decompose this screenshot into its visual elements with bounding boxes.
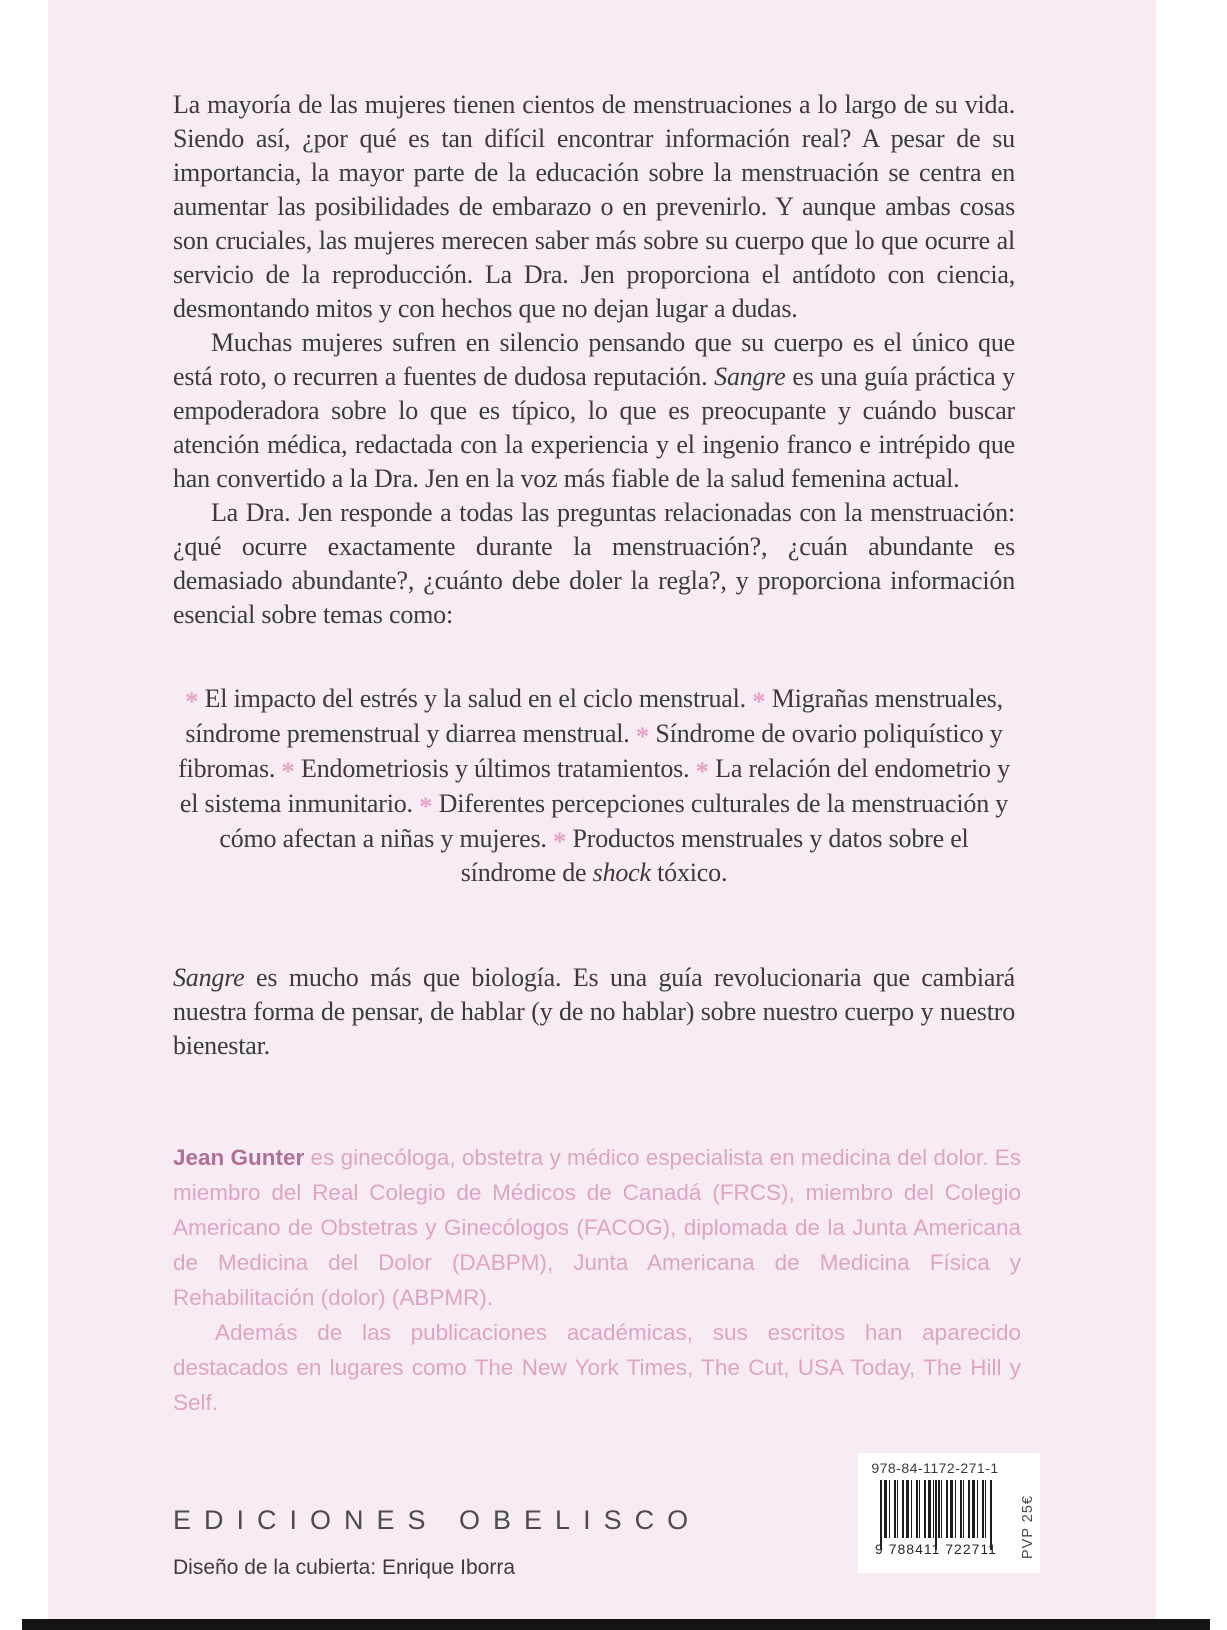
star-text: * [553,826,573,857]
bio-paragraph-2: Además de las publicaciones académicas, sus escritos han aparecido destacados en lugares como The New York Times, The Cut, USA Today, The Hill y Self. [173,1320,1021,1415]
text-segment: Muchas mujeres sufren en silencio pensando que su cuerpo es el único que está roto, o recurren a fuentes de dudosa reputación. [173,328,1015,391]
text-segment: es una guía práctica y empoderadora sobre lo que es típico, lo que es preocupante y cuándo buscar atención médica, redactada con la experiencia y el ingenio franco e intrépido que han convertido a la Dra. Jen en la voz más fiable de la salud femenina actual. [173,362,1015,493]
synopsis [173,88,1015,632]
closing-paragraph [173,961,1015,1063]
photo-edge-strip [22,1619,1210,1630]
text-segment: Productos menstruales y datos sobre el síndrome de [460,824,969,887]
star-text: * [185,686,205,717]
topics-list [173,681,1015,890]
star-text: * [419,791,439,822]
synopsis-paragraph-2 [173,326,1015,496]
text-segment: El impacto del estrés y la salud en el ciclo menstrual. [204,684,753,713]
barcode-bars [880,1480,992,1538]
italic-text: shock [592,858,651,887]
text-segment: es mucho más que biología. Es una guía revolucionaria que cambiará nuestra forma de pensar, de hablar (y de no hablar) sobre nuestro cuerpo y nuestro bienestar. [173,963,1015,1060]
star-text: * [281,756,302,787]
text-segment: Migrañas menstruales, síndrome premenstrual y diarrea menstrual. [185,684,1003,748]
text-segment: La relación del endometrio y el sistema inmunitario. [179,754,1010,818]
barcode-isbn-text: 978-84-1172-271-1 [871,1460,999,1476]
bio-name-text: Jean Gunter [173,1145,305,1170]
barcode-guard-bar [990,1480,992,1550]
barcode-guard-bar [935,1480,937,1550]
italic-text: Sangre [714,362,786,391]
text-segment: Diferentes percepciones culturales de la menstruación y cómo afectan a niñas y mujeres. [219,789,1009,853]
bio-paragraph-1 [173,1140,1021,1315]
text-segment: es ginecóloga, obstetra y médico especialista en medicina del dolor. Es miembro del Real Colegio de Médicos de Canadá (FRCS), miembro del Colegio Americano de Obstetras y Ginecólogos (FACOG), diplomada de la Junta Americana de Medicina del Dolor (DABPM), Junta Americana de Medicina Física y Rehabilitación (dolor) (ABPMR). [173,1145,1021,1310]
back-cover [48,0,1156,1622]
star-text: * [752,686,772,717]
author-bio [173,1140,1021,1420]
text-segment: tóxico. [650,858,728,887]
synopsis-paragraph-3: La Dra. Jen responde a todas las preguntas relacionadas con la menstruación: ¿qué ocurre exactamente durante la menstruación?, ¿cuán abundante es demasiado abundante?, ¿cuánto debe doler la regla?, y proporciona información esencial sobre temas como: [173,498,1015,629]
publisher-name: EDICIONES OBELISCO [173,1505,702,1535]
barcode-digits: 9 788411 722711 [875,1541,997,1557]
price-label: PVP 25€ [1020,1495,1036,1559]
star-text: * [635,721,656,752]
barcode-guard-bar [880,1480,882,1550]
star-text: * [695,756,716,787]
synopsis-paragraph-1: La mayoría de las mujeres tienen cientos de menstruaciones a lo largo de su vida. Siendo así, ¿por qué es tan difícil encontrar información real? A pesar de su importancia, la mayor parte de la educación sobre la menstruación se centra en aumentar las posibilidades de embarazo o en prevenirlo. Y aunque ambas cosas son cruciales, las mujeres merecen saber más sobre su cuerpo que lo que ocurre al servicio de la reproducción. La Dra. Jen proporciona el antídoto con ciencia, desmontando mitos y con hechos que no dejan lugar a dudas. [173,90,1015,323]
design-credit: Diseño de la cubierta: Enrique Iborra [173,1556,516,1579]
text-segment: Endometriosis y últimos tratamientos. [301,754,696,783]
text-segment: Síndrome de ovario poliquístico y fibromas. [178,719,1003,783]
italic-text: Sangre [173,963,245,992]
barcode [858,1453,1040,1573]
